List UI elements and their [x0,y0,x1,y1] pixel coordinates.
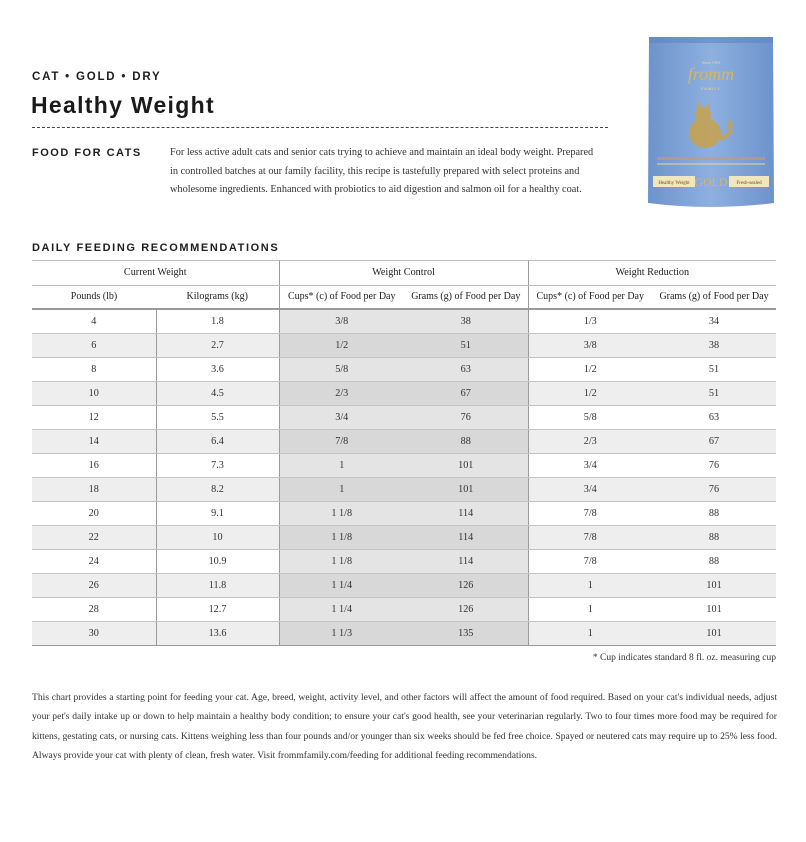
cell-reduction-cups: 1/3 [528,309,652,333]
cell-reduction-grams: 63 [652,405,776,429]
cell-kilograms: 2.7 [156,333,279,357]
cell-pounds: 8 [32,357,156,381]
table-row [32,501,776,525]
cell-pounds: 16 [32,453,156,477]
cell-control-cups: 1 1/4 [279,597,404,621]
cell-reduction-grams: 101 [652,597,776,621]
cell-reduction-grams: 38 [652,333,776,357]
cell-control-grams: 67 [404,381,528,405]
cell-pounds: 18 [32,477,156,501]
cell-control-grams: 114 [404,549,528,573]
cell-kilograms: 4.5 [156,381,279,405]
table-row [32,309,776,333]
bag-since-text: Since 1904 [702,60,720,65]
cell-control-grams: 135 [404,621,528,645]
column-header-control-grams: Grams (g) of Food per Day [411,291,521,303]
cell-pounds: 30 [32,621,156,645]
table-row [32,357,776,381]
cell-control-grams: 51 [404,333,528,357]
cell-control-cups: 3/4 [279,405,404,429]
cell-pounds: 22 [32,525,156,549]
column-header-control-cups: Cups* (c) of Food per Day [279,285,404,309]
cell-control-grams: 126 [404,597,528,621]
cell-control-cups: 1 1/8 [279,549,404,573]
cell-control-cups: 1 1/8 [279,501,404,525]
bag-line-text: GOLD [694,175,728,189]
cell-reduction-cups: 7/8 [528,549,652,573]
cell-control-grams: 101 [404,477,528,501]
cell-kilograms: 9.1 [156,501,279,525]
product-bag-image [645,35,777,211]
bag-left-tag: Healthy Weight [658,181,690,186]
cell-pounds: 10 [32,381,156,405]
intro-label: FOOD FOR CATS [32,147,142,159]
cell-control-cups: 1 [279,477,404,501]
cell-control-cups: 3/8 [279,309,404,333]
cell-reduction-cups: 3/4 [528,477,652,501]
cell-kilograms: 10 [156,525,279,549]
column-header-kilograms: Kilograms (kg) [186,291,248,303]
cell-kilograms: 3.6 [156,357,279,381]
page-title: Healthy Weight [31,92,215,118]
cell-control-grams: 101 [404,453,528,477]
column-header-pounds: Pounds (lb) [70,291,118,303]
cell-control-cups: 1 [279,453,404,477]
table-row [32,525,776,549]
cell-reduction-cups: 1 [528,621,652,645]
column-header-reduction-grams: Grams (g) of Food per Day [659,291,769,303]
table-row [32,549,776,573]
title-divider [32,127,608,128]
feeding-disclaimer: This chart provides a starting point for feeding your cat. Age, breed, weight, activity level, and other factors will affect the amount of food required. Based on your cat's individual needs, adjust your pet's daily intake up or down to help maintain a healthy body condition; to ensure your cat's good health, see your veterinarian regularly. Two to four times more food may be required for kittens, gestating cats, or nursing cats. Kittens weighing less than four pounds and/or younger than six weeks should be fed free choice. Spayed or neutered cats may require up to 25% less food. Always provide your cat with plenty of clean, fresh water. Visit frommfamily.com/feeding for additional feeding recommendations. [32,692,777,761]
cell-reduction-grams: 76 [652,453,776,477]
group-header-weight-reduction: Weight Reduction [528,261,776,285]
table-row [32,621,776,645]
cell-control-grams: 114 [404,525,528,549]
table-row [32,453,776,477]
table-row [32,573,776,597]
cell-control-grams: 126 [404,573,528,597]
cell-reduction-cups: 5/8 [528,405,652,429]
table-row [32,381,776,405]
cell-pounds: 24 [32,549,156,573]
cell-kilograms: 13.6 [156,621,279,645]
cell-reduction-cups: 1/2 [528,357,652,381]
cell-pounds: 26 [32,573,156,597]
feeding-section-label: DAILY FEEDING RECOMMENDATIONS [32,242,280,254]
table-row [32,597,776,621]
cell-kilograms: 5.5 [156,405,279,429]
group-header-weight-control: Weight Control [279,261,528,285]
bag-brand-text: fromm [687,64,735,84]
cell-kilograms: 8.2 [156,477,279,501]
cell-control-cups: 1/2 [279,333,404,357]
cell-pounds: 20 [32,501,156,525]
cell-reduction-grams: 101 [652,621,776,645]
column-header-reduction-cups: Cups* (c) of Food per Day [528,285,652,309]
cell-kilograms: 12.7 [156,597,279,621]
cell-kilograms: 7.3 [156,453,279,477]
cell-reduction-grams: 88 [652,501,776,525]
cell-kilograms: 11.8 [156,573,279,597]
cell-kilograms: 1.8 [156,309,279,333]
cell-reduction-cups: 3/8 [528,333,652,357]
cell-control-cups: 1 1/3 [279,621,404,645]
cell-control-cups: 1 1/4 [279,573,404,597]
cell-reduction-cups: 2/3 [528,429,652,453]
cell-pounds: 14 [32,429,156,453]
feeding-table [32,261,776,646]
category-eyebrow: CAT • GOLD • DRY [32,71,162,83]
cell-reduction-grams: 76 [652,477,776,501]
cell-pounds: 28 [32,597,156,621]
cell-reduction-grams: 51 [652,357,776,381]
cell-kilograms: 10.9 [156,549,279,573]
cell-reduction-grams: 101 [652,573,776,597]
cell-pounds: 4 [32,309,156,333]
table-row [32,429,776,453]
cell-control-cups: 2/3 [279,381,404,405]
cell-reduction-cups: 1/2 [528,381,652,405]
cell-control-grams: 63 [404,357,528,381]
cell-control-cups: 7/8 [279,429,404,453]
cell-control-grams: 38 [404,309,528,333]
cell-reduction-cups: 1 [528,573,652,597]
table-row [32,333,776,357]
cell-control-grams: 76 [404,405,528,429]
cell-reduction-grams: 67 [652,429,776,453]
cell-control-cups: 1 1/8 [279,525,404,549]
cell-control-cups: 5/8 [279,357,404,381]
cell-reduction-cups: 7/8 [528,501,652,525]
cell-pounds: 6 [32,333,156,357]
table-row [32,477,776,501]
cell-kilograms: 6.4 [156,429,279,453]
cup-footnote: * Cup indicates standard 8 fl. oz. measuring cup [592,653,776,663]
table-row [32,405,776,429]
cell-reduction-cups: 7/8 [528,525,652,549]
cell-reduction-grams: 51 [652,381,776,405]
bag-right-tag: Fresh-sealed [736,181,762,186]
intro-description: For less active adult cats and senior cats trying to achieve and maintain an ideal body weight. Prepared in controlled batches at our family facility, this recipe is tastefully prepared with select proteins and wholesome ingredients. Enhanced with probiotics to aid digestion and salmon oil for a healthy coat. [170,147,594,195]
bag-brand-sub-text: FAMILY [701,86,721,91]
cell-reduction-grams: 88 [652,525,776,549]
cell-reduction-grams: 88 [652,549,776,573]
cell-control-grams: 114 [404,501,528,525]
cell-reduction-cups: 1 [528,597,652,621]
cell-pounds: 12 [32,405,156,429]
group-header-current-weight: Current Weight [32,261,279,285]
cell-control-grams: 88 [404,429,528,453]
cell-reduction-grams: 34 [652,309,776,333]
cell-reduction-cups: 3/4 [528,453,652,477]
